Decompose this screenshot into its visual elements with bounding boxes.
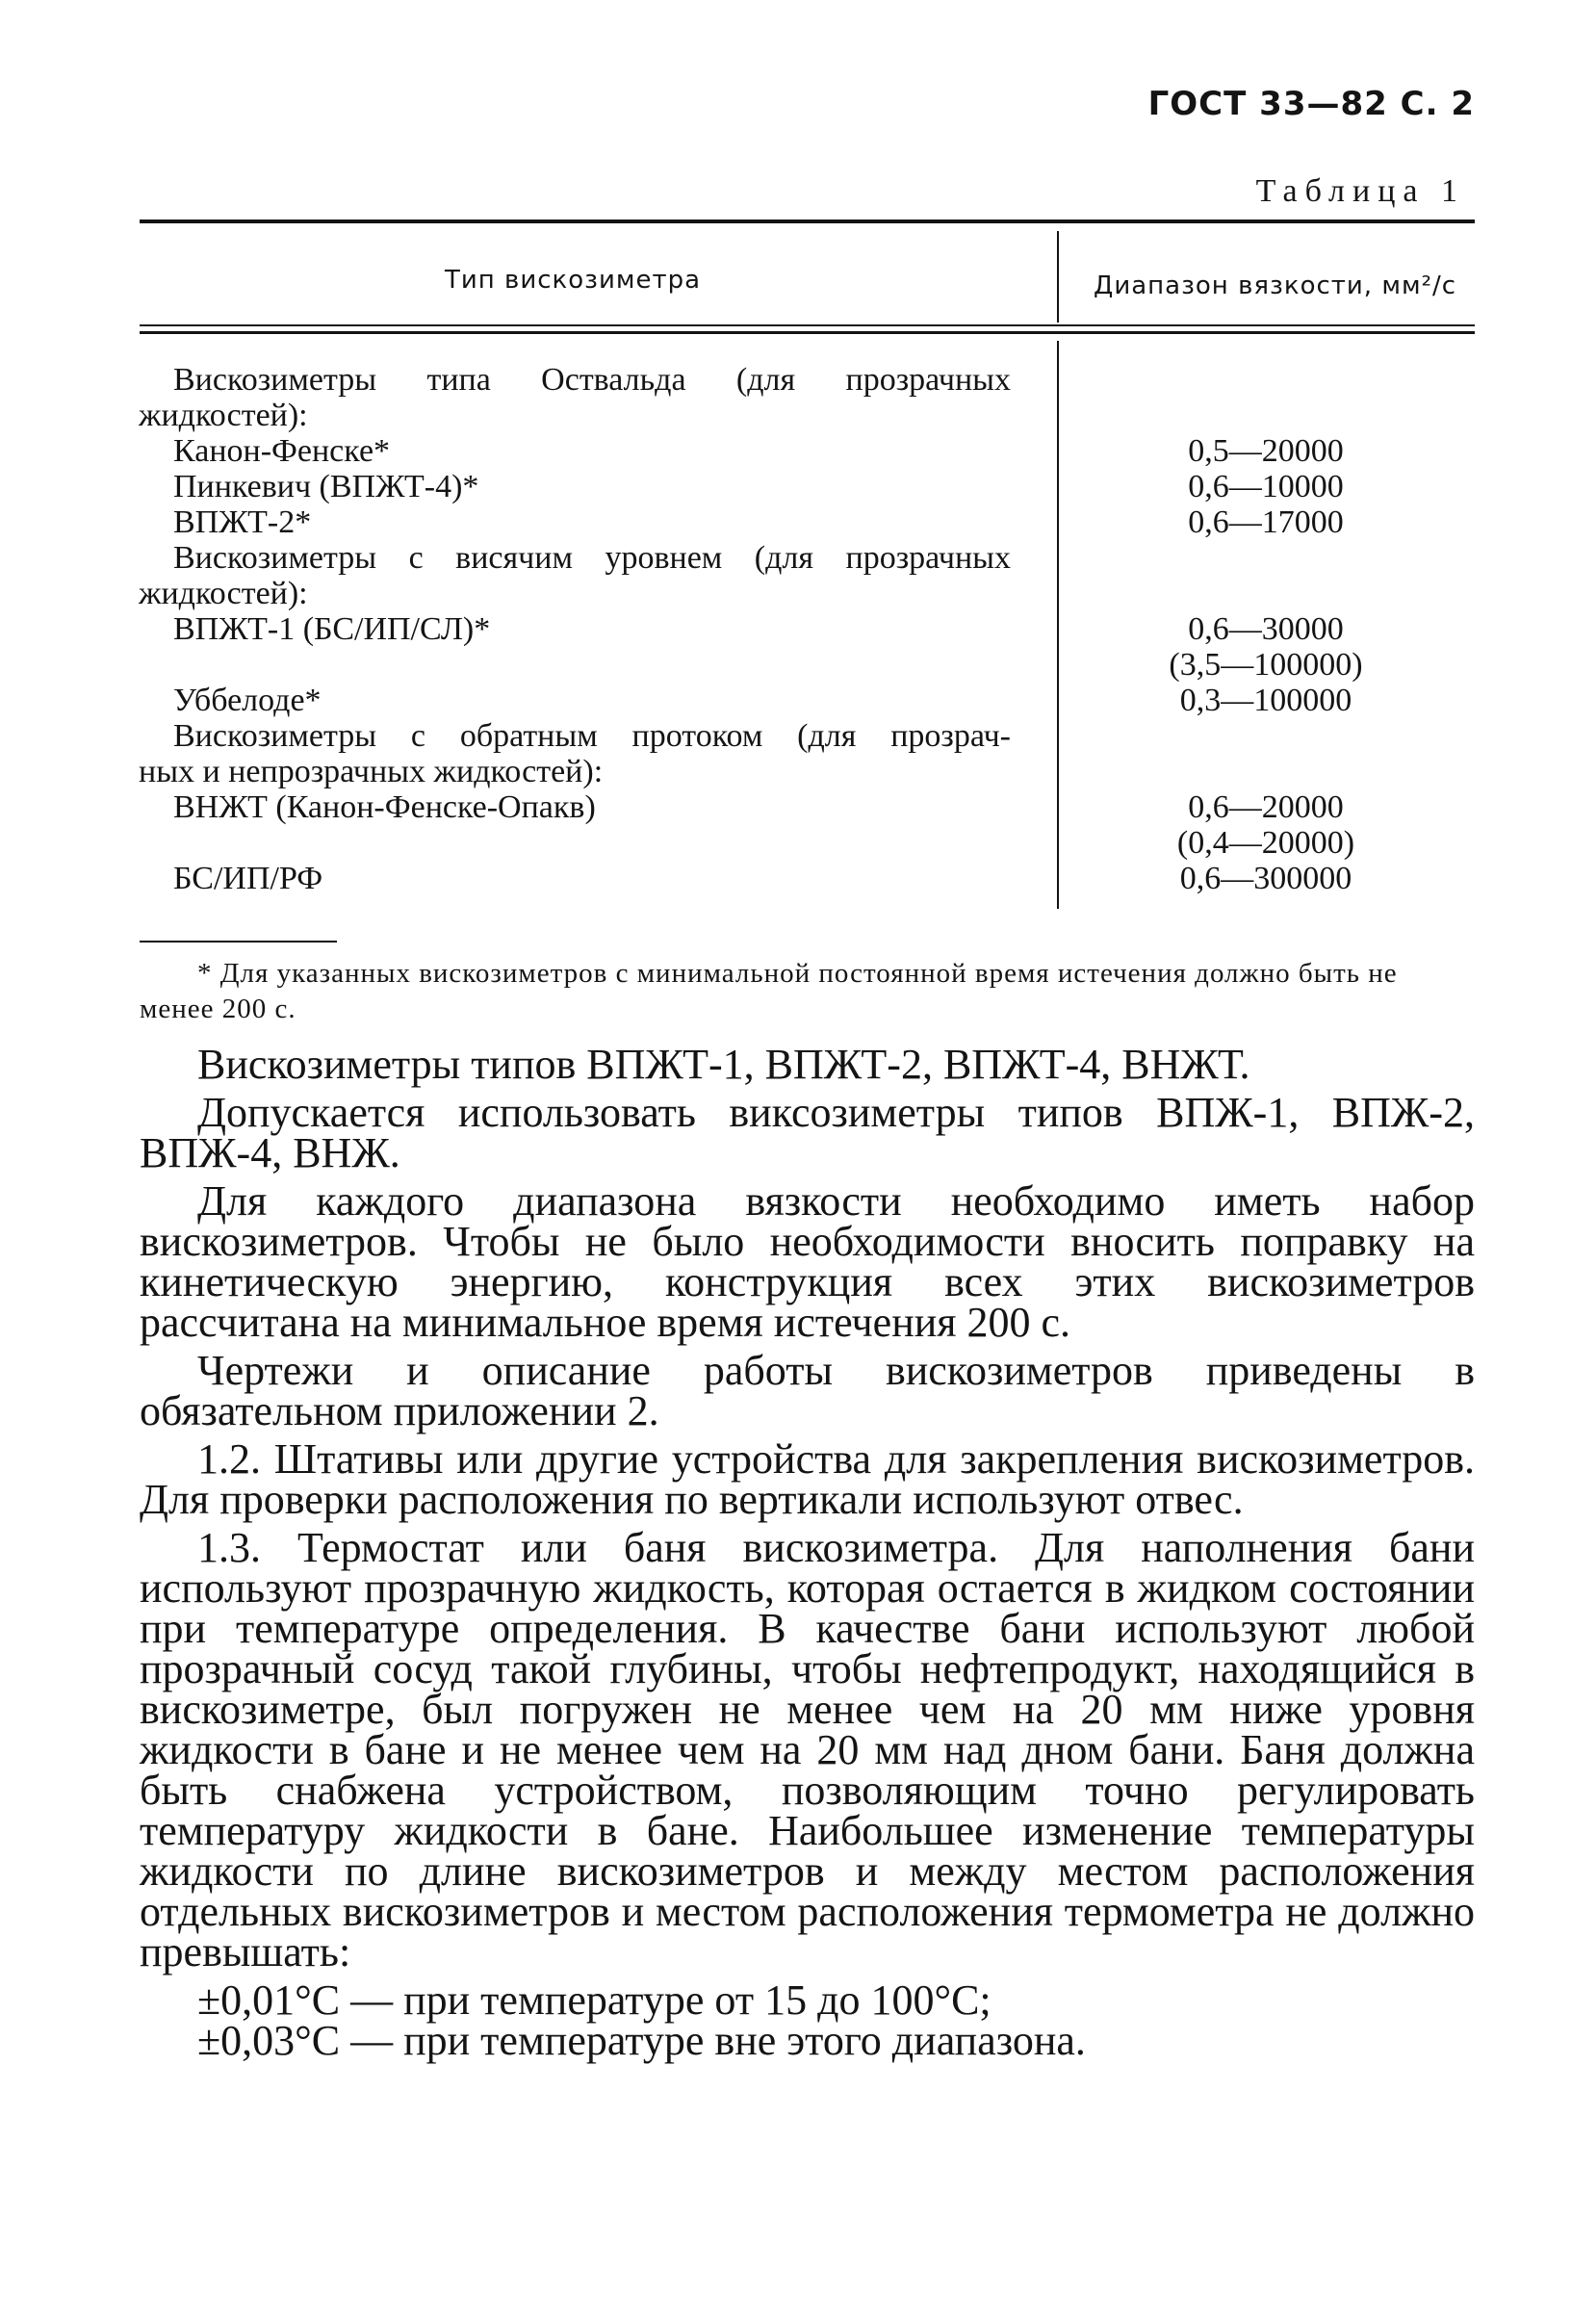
main-text	[140, 1041, 1475, 2064]
table-cell-value: 0,6—20000	[1188, 789, 1344, 825]
table-row: ных и непрозрачных жидкостей):	[139, 754, 604, 789]
table-cell-value: 0,6—17000	[1188, 504, 1344, 540]
document-code: ГОСТ 33—82 С. 2	[1147, 85, 1475, 123]
table-cell-value: 0,3—100000	[1179, 683, 1352, 718]
table-top-rule	[140, 219, 1475, 223]
table-footnote: * Для указанных вискозиметров с минимальной постоянной время истечения должно быть не менее 200 с.	[140, 958, 1398, 1024]
table-column-divider-header	[1057, 231, 1059, 323]
column-header-type: Тип вискозиметра	[445, 266, 702, 295]
table-cell-value: 0,6—300000	[1179, 861, 1352, 896]
paragraph: Вискозиметры типов ВПЖТ-1, ВПЖТ-2, ВПЖТ-4, ВНЖТ.	[197, 1041, 1250, 1088]
table-row: жидкостей):	[139, 398, 308, 433]
table-row: Вискозиметры с висячим уровнем (для прозрачных	[173, 540, 1011, 576]
table-caption: Таблица 1	[1255, 173, 1465, 209]
paragraph: 1.2. Штативы или другие устройства для закрепления вискозиметров. Для проверки расположения по вертикали используют отвес.	[140, 1435, 1475, 1523]
table-type-column	[139, 362, 1011, 896]
table-cell-value: 0,5—20000	[1188, 433, 1344, 469]
paragraph: Допускается использовать виксозиметры типов ВПЖ-1, ВПЖ-2, ВПЖ-4, ВНЖ.	[140, 1089, 1475, 1176]
table-row	[173, 647, 1011, 683]
tolerance-line: ±0,01°С — при температуре от 15 до 100°С;	[197, 1976, 992, 2024]
paragraph: Чертежи и описание работы вискозиметров приведены в обязательном приложении 2.	[140, 1347, 1475, 1434]
table-cell-value: (0,4—20000)	[1176, 825, 1355, 861]
table-row: Пинкевич (ВПЖТ-4)*	[173, 469, 479, 504]
column-header-range: Диапазон вязкости, мм²/с	[1094, 271, 1457, 300]
table-cell-value: 0,6—30000	[1188, 611, 1344, 647]
table-row: ВНЖТ (Канон-Фенске-Опакв)	[173, 789, 596, 825]
table-row: БС/ИП/РФ	[173, 861, 323, 896]
table-row: Уббелоде*	[173, 683, 322, 718]
table-row: Вискозиметры типа Оствальда (для прозрачных	[173, 362, 1011, 398]
table-row: жидкостей):	[139, 576, 308, 611]
table-row: ВПЖТ-2*	[173, 504, 312, 540]
paragraph: 1.3. Термостат или баня вискозиметра. Для наполнения бани используют прозрачную жидкость, которая остается в жидком состоянии при температуре определения. В качестве бани используют любой прозрачный сосуд такой глубины, чтобы нефтепродукт, находящийся в вискозиметре, был погружен не менее чем на 20 мм ниже уровня жидкости в бане и не менее чем на 20 мм над дном бани. Баня должна быть снабжена устройством, позволяющим точно регулировать температуру жидкости в бане. Наибольшее изменение температуры жидкости по длине вискозиметров и между местом расположения отдельных вискозиметров и местом расположения термометра не должно превышать:	[140, 1524, 1475, 1975]
table-row: ВПЖТ-1 (БС/ИП/СЛ)*	[173, 611, 491, 647]
footnote-rule	[140, 941, 337, 943]
table-row	[173, 825, 1011, 861]
table-header-rule	[140, 324, 1475, 326]
table-row: Вискозиметры с обратным протоком (для прозрач-	[173, 718, 1011, 754]
table-row: Канон-Фенске*	[173, 433, 391, 469]
table-cell-value: 0,6—10000	[1188, 469, 1344, 504]
paragraph: Для каждого диапазона вязкости необходимо иметь набор вискозиметров. Чтобы не было необходимости вносить поправку на кинетическую энергию, конструкция всех этих вискозиметров рассчитана на минимальное время истечения 200 с.	[140, 1177, 1475, 1346]
table-cell-value: (3,5—100000)	[1169, 647, 1363, 683]
table-value-column	[1057, 433, 1475, 896]
tolerance-line: ±0,03°С — при температуре вне этого диапазона.	[197, 2017, 1086, 2064]
table-header-rule-2	[140, 331, 1475, 334]
